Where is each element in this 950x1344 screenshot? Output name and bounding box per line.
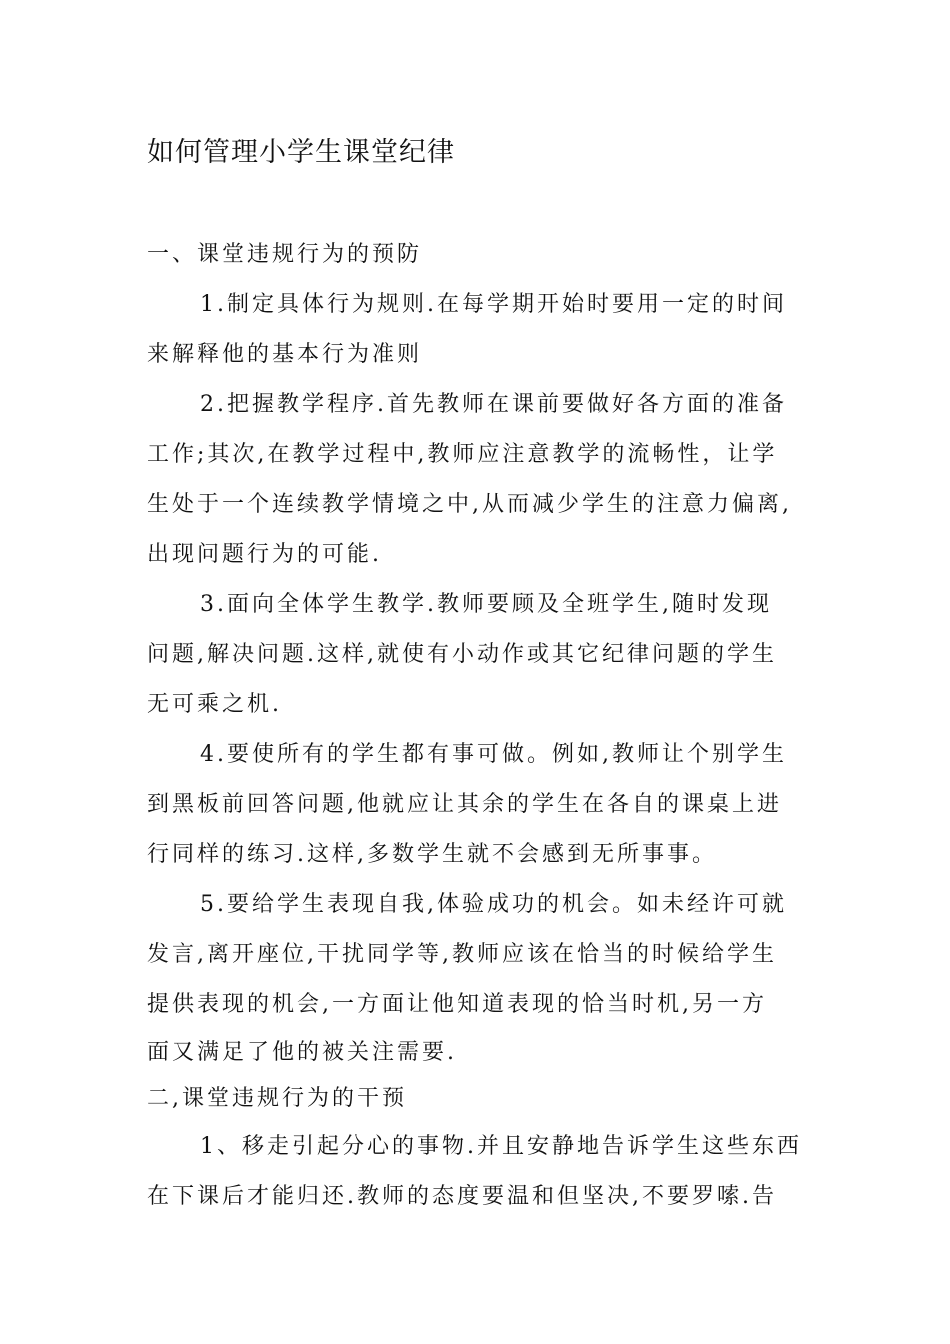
paragraph-line: 无可乘之机. <box>147 692 282 717</box>
paragraph-line: 2.把握教学程序.首先教师在课前要做好各方面的准备 <box>200 392 787 417</box>
paragraph-line: 发言,离开座位,干扰同学等,教师应该在恰当的时候给学生 <box>147 942 777 967</box>
paragraph-line: 4.要使所有的学生都有事可做。例如,教师让个别学生 <box>200 742 787 767</box>
paragraph-line: 问题,解决问题.这样,就使有小动作或其它纪律问题的学生 <box>147 642 777 667</box>
paragraph-line: 到黑板前回答问题,他就应让其余的学生在各自的课桌上进 <box>147 792 782 817</box>
document-title: 如何管理小学生课堂纪律 <box>147 137 455 168</box>
section-heading-intervention: 二,课堂违规行为的干预 <box>147 1086 407 1111</box>
section-heading-prevention: 一、课堂违规行为的预防 <box>147 242 423 267</box>
paragraph-line: 1、移走引起分心的事物.并且安静地告诉学生这些东西 <box>200 1134 802 1159</box>
paragraph-line: 行同样的练习.这样,多数学生就不会感到无所事事。 <box>147 842 717 867</box>
paragraph-line: 1.制定具体行为规则.在每学期开始时要用一定的时间 <box>200 292 787 317</box>
paragraph-line: 面又满足了他的被关注需要. <box>147 1040 457 1065</box>
paragraph-line: 提供表现的机会,一方面让他知道表现的恰当时机,另一方 <box>147 992 767 1017</box>
paragraph-line: 出现问题行为的可能. <box>147 542 382 567</box>
document-body <box>147 230 817 1222</box>
paragraph-line: 3.面向全体学生教学.教师要顾及全班学生,随时发现 <box>200 592 772 617</box>
paragraph-line: 在下课后才能归还.教师的态度要温和但坚决,不要罗嗦.告 <box>147 1184 777 1209</box>
paragraph-line: 5.要给学生表现自我,体验成功的机会。如未经许可就 <box>200 892 787 917</box>
paragraph-line: 工作;其次,在教学过程中,教师应注意教学的流畅性，让学 <box>147 442 778 467</box>
paragraph-line: 生处于一个连续教学情境之中,从而减少学生的注意力偏离, <box>147 492 792 517</box>
paragraph-line: 来解释他的基本行为准则 <box>147 342 423 367</box>
